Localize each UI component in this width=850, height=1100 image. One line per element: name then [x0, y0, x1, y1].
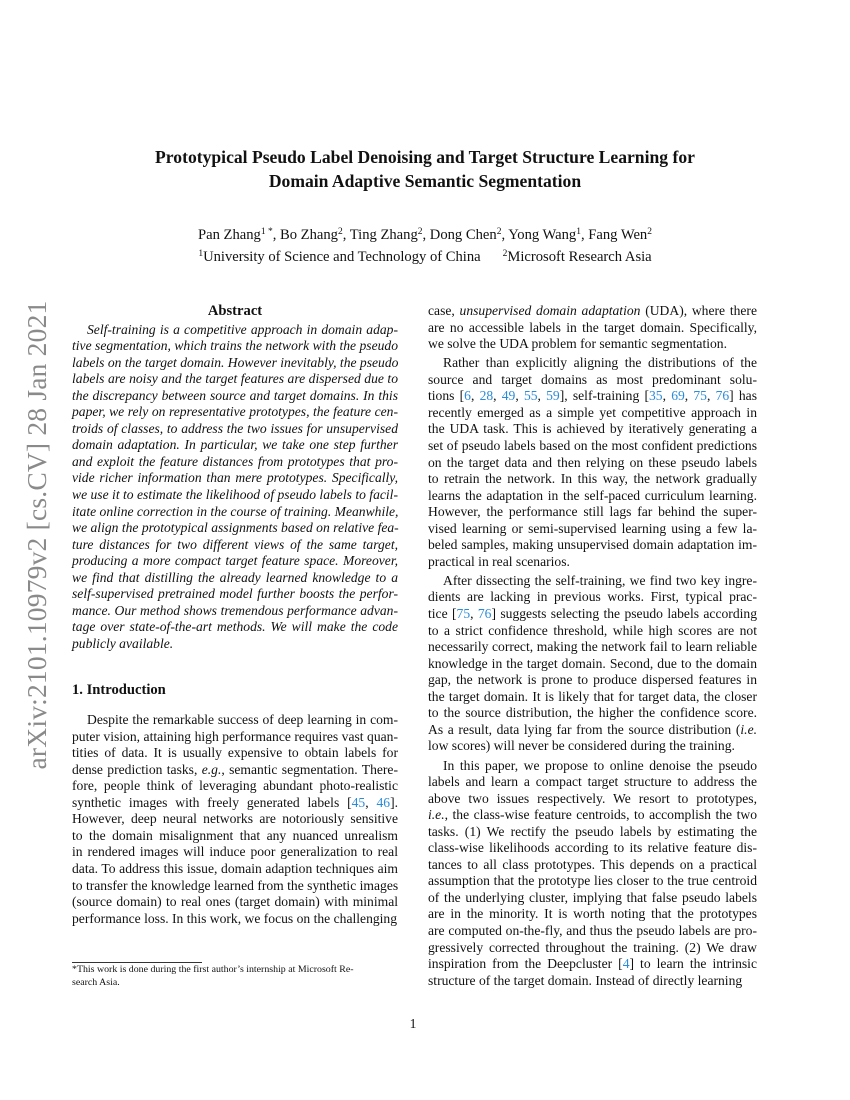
author-affiliation-mark: 2	[337, 227, 343, 237]
author-name: Fang Wen	[588, 227, 648, 243]
author-name: Dong Chen	[429, 227, 497, 243]
paragraph	[428, 573, 757, 755]
text-line: tities of data. It is usually expensive to obtain labels for	[72, 745, 398, 761]
affiliation-mark: 1	[198, 249, 204, 259]
text-line: tions [6, 28, 49, 55, 59], self-training [35, 69, 75, 76] has	[428, 388, 757, 404]
text-line: to transfer the knowledge learned from the synthetic images	[72, 877, 399, 893]
text-line: publicly available.	[72, 635, 174, 651]
author-name: Ting Zhang	[349, 227, 418, 243]
text-line: necessarily correct, making the network fail to learn reliable	[428, 639, 757, 655]
text-line: knowledge in the target domain. Second, due to the domain	[428, 655, 757, 671]
right-column	[428, 303, 757, 989]
affiliation-list	[0, 246, 850, 268]
text-line: low scores) will never be considered during the training.	[428, 738, 735, 754]
emphasis-text: i.e.	[740, 721, 757, 737]
text-line: paper, we rely on representative prototypes, the feature cen-	[72, 404, 398, 420]
section-heading-introduction: 1. Introduction	[72, 682, 166, 699]
emphasis-text: i.e.	[428, 807, 445, 823]
citation-link[interactable]: 35	[649, 388, 663, 404]
citation-link[interactable]: 55	[523, 388, 538, 404]
text-line: we align the prototypical assignments based on relative fea-	[72, 520, 399, 536]
text-line: tasks. (1) We rectify the pseudo labels by estimating the	[428, 823, 757, 839]
introduction-body	[72, 712, 398, 927]
text-line: domain adaptation. In particular, we take one step further	[72, 437, 398, 453]
title-line: Prototypical Pseudo Label Denoising and Target Structure Learning for	[155, 147, 695, 167]
arxiv-sidebar-stamp: arXiv:2101.10979v2 [cs.CV] 28 Jan 2021	[21, 300, 52, 770]
author-name: Pan Zhang	[198, 227, 261, 243]
text-line: beled samples, making unsupervised domain adaptation im-	[428, 537, 757, 553]
text-line: we solve the UDA problem for semantic segmentation.	[428, 336, 727, 352]
text-line: of the underlying cluster, implying that false pseudo labels	[428, 889, 757, 905]
author-name: Bo Zhang	[280, 227, 338, 243]
text-line: vised learning or semi-supervised learning using a few la-	[428, 520, 757, 536]
text-line: Rather than explicitly aligning the distributions of the	[443, 355, 757, 371]
author-affiliation-mark: 1	[576, 227, 581, 237]
text-line: producing a more compact target feature space. Moreover,	[72, 553, 398, 569]
text-line: Despite the remarkable success of deep learning in com-	[87, 712, 398, 728]
text-line: troids of classes, to address the two issues for unsupervised	[72, 420, 398, 436]
text-line: to a strict confidence threshold, while high scores are not	[428, 622, 757, 638]
text-line: set of pseudo labels based on the most confident predictions	[428, 437, 757, 453]
text-line: assumption that the prototype lies closer to the true centroid	[428, 873, 757, 889]
footnote	[72, 964, 398, 989]
text-line: tage over state-of-the-art methods. We will make the code	[72, 619, 398, 635]
page-number: 1	[409, 1016, 417, 1031]
text-line: tive segmentation, which trains the network with the pseudo	[72, 338, 398, 354]
text-line: and exploit the feature distances from prototypes that pro-	[72, 453, 398, 469]
text-line: above two issues respectively. We resort to prototypes,	[428, 790, 757, 806]
emphasis-text: unsupervised domain adaptation	[459, 303, 641, 318]
citation-link[interactable]: 46	[376, 794, 391, 810]
text-line: itate online correction in the course of training. Meanwhile,	[72, 503, 399, 519]
footnote-line: *This work is done during the first author’s internship at Microsoft Re-	[72, 964, 354, 975]
text-line: the discrepancy between source and target domains. In this	[72, 387, 398, 403]
citation-link[interactable]: 28	[479, 388, 494, 404]
author-block	[0, 224, 850, 268]
paragraph	[72, 322, 398, 653]
text-line: recently emerged as a simple yet competitive approach in	[428, 404, 757, 420]
paragraph	[72, 712, 398, 927]
citation-link[interactable]: 75	[693, 388, 707, 404]
text-line: to the domain misalignment that any nuanced unrealism	[72, 827, 398, 843]
text-line: the UDA task. This is achieved by iteratively generating a	[428, 421, 757, 437]
affiliation-name: Microsoft Research Asia	[507, 249, 652, 265]
author-affiliation-mark: 2	[496, 227, 502, 237]
text-line: labels on the target domain. However inevitably, the pseudo	[72, 354, 399, 370]
affiliation-name: University of Science and Technology of China	[203, 249, 481, 265]
text-line: dense prediction tasks, e.g., semantic segmentation. There-	[72, 761, 398, 777]
text-line: (source domain) to real ones (target domain) with minimal	[72, 894, 398, 910]
text-line: However, the performance still lags far behind the super-	[428, 504, 757, 520]
citation-link[interactable]: 59	[546, 388, 560, 404]
text-line: tances to all class prototypes. This depends on a practical	[428, 856, 757, 872]
text-line: After dissecting the self-training, we find two key ingre-	[443, 572, 757, 588]
text-line: In this paper, we propose to online denoise the pseudo	[443, 757, 757, 773]
text-line: the target domain. It is likely that for target data, the closer	[428, 688, 757, 704]
text-line: Self-training is a competitive approach in domain adap-	[87, 321, 398, 337]
abstract-heading: Abstract	[207, 303, 263, 319]
citation-link[interactable]: 75	[456, 606, 471, 622]
text-line: we use it to estimate the likelihood of pseudo labels to facil-	[72, 487, 398, 503]
text-line: dients are lacking in previous works. First, typical prac-	[428, 589, 757, 605]
text-line: labels are noisy and the target features are dispersed due to	[72, 371, 398, 387]
author-list: Pan Zhang$^{1 *}$, Bo Zhang$^2$, Ting Zhang$^2$, Dong Chen$^2$, Yong Wang$^1$, Fang Wen$^2$	[198, 227, 652, 243]
text-line: synthetic images with freely generated labels [45, 46].	[72, 794, 398, 810]
text-line: puter vision, attaining high performance requires vast quan-	[72, 728, 398, 744]
emphasis-text: e.g.	[201, 761, 222, 777]
text-line: structure of the target domain. Instead of directly learning	[428, 972, 743, 988]
title-line: Domain Adaptive Semantic Segmentation	[268, 171, 582, 191]
text-line: in rendered images will induce poor generalization to real	[72, 844, 398, 860]
text-line: inspiration from the Deepcluster [4] to learn the intrinsic	[428, 956, 757, 972]
text-line: we find that distilling the already learned knowledge to a	[72, 569, 398, 585]
text-line: fore, people think of leveraging abundant photo-realistic	[72, 778, 398, 794]
text-line: source and target domains as most predominant solu-	[428, 371, 757, 387]
text-line: labels and learn a compact target structure to address the	[428, 774, 757, 790]
text-line: are no accessible labels in the target domain. Specifically,	[428, 319, 757, 335]
paragraph	[428, 355, 757, 570]
citation-link[interactable]: 69	[671, 388, 685, 404]
text-line: are computed on-the-fly, and thus the pseudo labels are pro-	[428, 923, 757, 939]
abstract-body	[72, 322, 398, 653]
left-column	[72, 303, 398, 927]
text-line: tice [75, 76] suggests selecting the pseudo labels according	[428, 606, 757, 622]
text-line: gap, the network is prone to produce dispersed features in	[428, 672, 757, 688]
text-line: case, unsupervised domain adaptation (UDA), where there	[428, 303, 757, 318]
paragraph	[428, 758, 757, 990]
citation-link[interactable]: 6	[464, 388, 471, 404]
text-line: learns the adaptation in the self-paced curriculum learning.	[428, 487, 757, 503]
citation-link[interactable]: 49	[501, 388, 516, 404]
text-line: performance loss. In this work, we focus on the challenging	[72, 910, 398, 926]
text-line: ture distances for two different views of the same target,	[72, 536, 398, 552]
author-name: Yong Wang	[508, 227, 577, 243]
text-line: to retrain the network. In this way, the network gradually	[428, 471, 757, 487]
author-affiliation-mark: 1 *	[260, 227, 273, 237]
text-line: As a result, data lying far from the source distribution (i.e.	[428, 721, 757, 737]
text-line: gressively corrected throughout the training. (2) We draw	[428, 939, 757, 955]
text-line: practical in real scenarios.	[428, 553, 570, 569]
paper-title	[0, 145, 850, 193]
author-affiliation-mark: 2	[417, 227, 423, 237]
text-line: self-supervised pretrained model further boosts the perfor-	[72, 586, 398, 602]
footnote-rule	[72, 962, 202, 963]
affiliation-mark: 2	[502, 249, 508, 259]
text-line: i.e., the class-wise feature centroids, to accomplish the two	[428, 807, 757, 823]
author-affiliation-mark: 2	[647, 227, 652, 237]
footnote-line: search Asia.	[72, 976, 120, 988]
citation-link[interactable]: 76	[715, 388, 730, 404]
text-line: to the source distribution, the higher the confidence score.	[428, 705, 757, 721]
text-line: on the target data and then relying on these pseudo labels	[428, 454, 757, 470]
text-line: mance. Our method shows tremendous performance advan-	[72, 602, 398, 618]
text-line: vide richer information than mere prototypes. Specifically,	[72, 470, 398, 486]
citation-link[interactable]: 45	[351, 794, 366, 810]
text-line: class-wise likelihoods according to its relative feature dis-	[428, 840, 757, 856]
paragraph	[428, 303, 757, 353]
text-line: However, deep neural networks are notoriously sensitive	[72, 811, 398, 827]
text-line: data. To address this issue, domain adaption techniques aim	[72, 860, 398, 876]
text-line: are in the minority. It is worth noting that the prototypes	[428, 906, 757, 922]
citation-link[interactable]: 4	[622, 956, 630, 972]
citation-link[interactable]: 76	[477, 606, 492, 622]
